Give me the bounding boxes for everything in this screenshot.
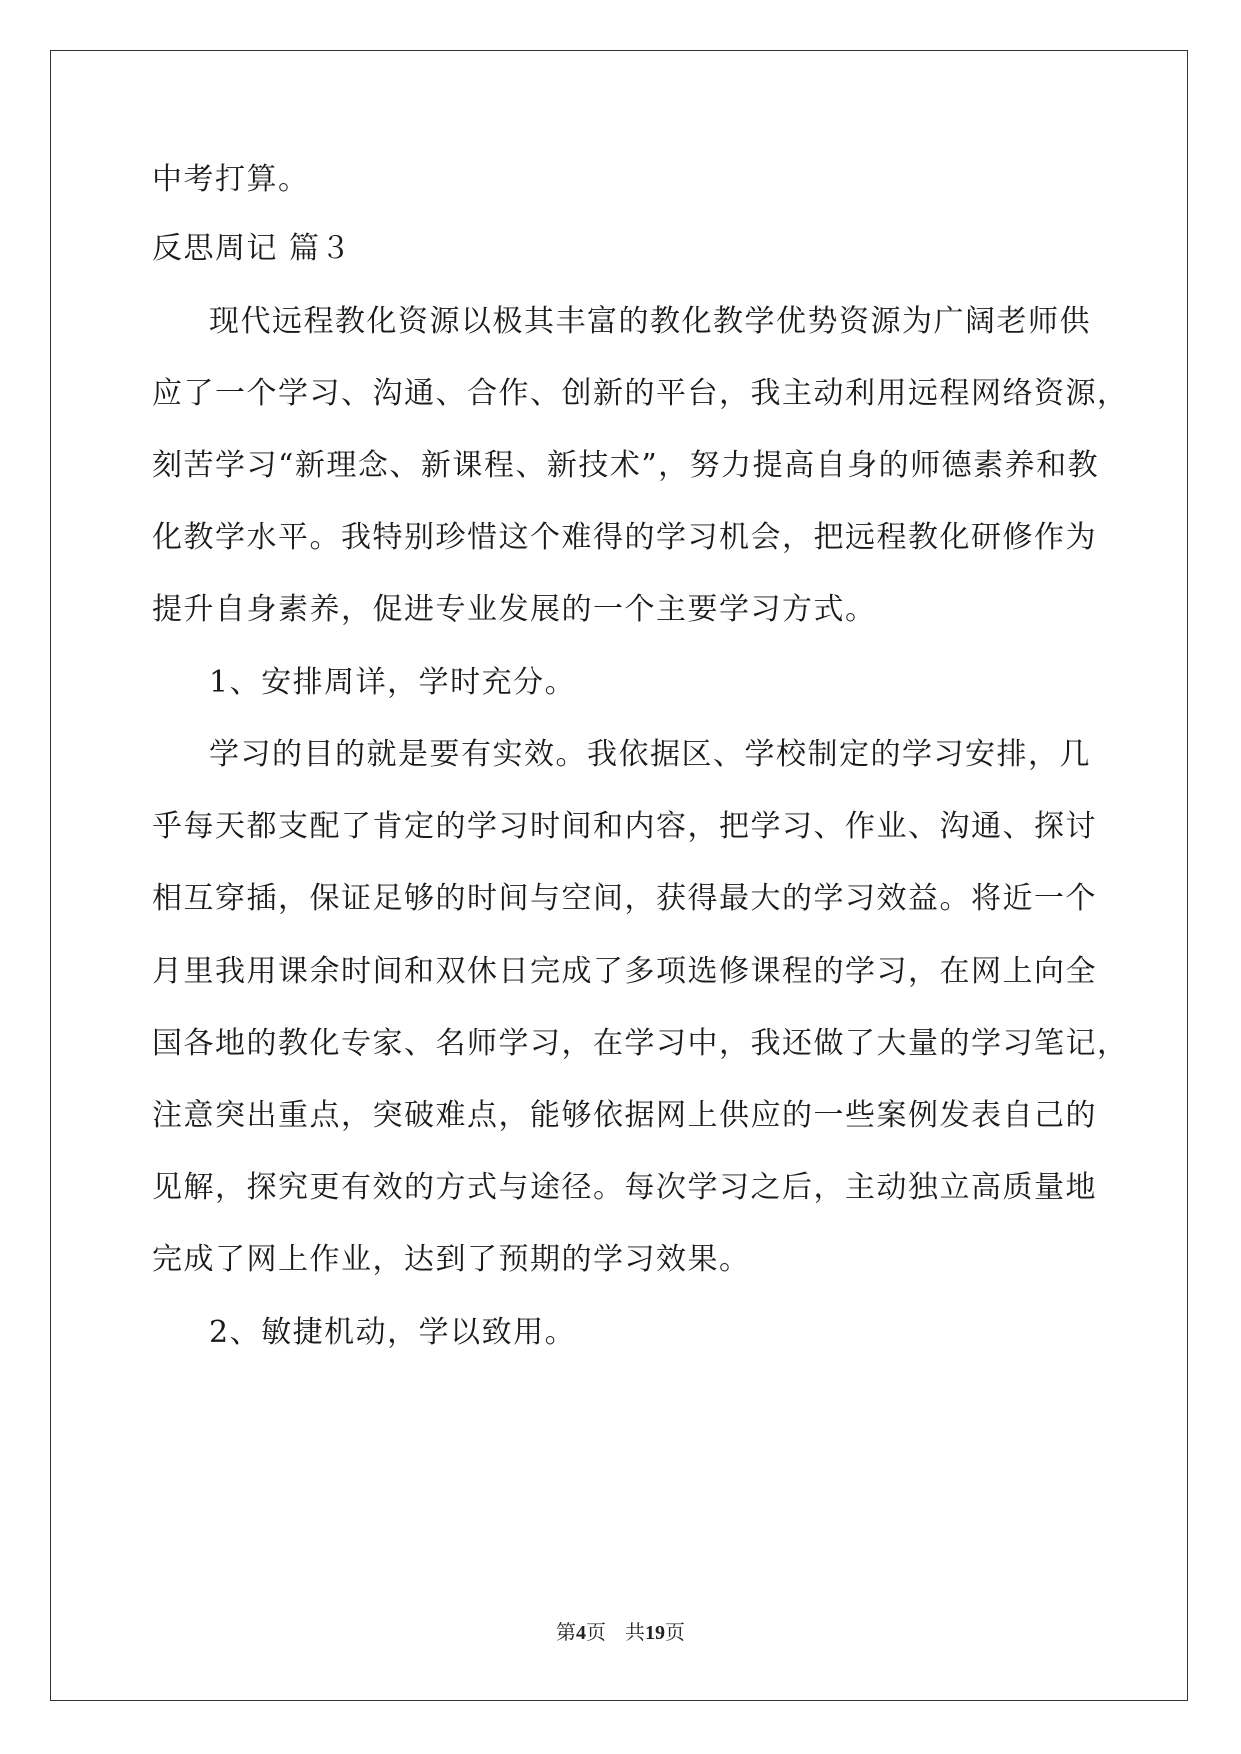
body-line: 相互穿插，保证足够的时间与空间，获得最大的学习效益。将近一个 <box>152 881 1097 916</box>
body-line: 提升自身素养，促进专业发展的一个主要学习方式。 <box>152 592 877 627</box>
body-line: 现代远程教化资源以极其丰富的教化教学优势资源为广阔老师供 <box>209 304 1091 339</box>
body-line: 化教学水平。我特别珍惜这个难得的学习机会，把远程教化研修作为 <box>152 520 1097 555</box>
body-line: 完成了网上作业，达到了预期的学习效果。 <box>152 1242 751 1277</box>
body-line: 注意突出重点，突破难点，能够依据网上供应的一些案例发表自己的 <box>152 1098 1097 1133</box>
body-line: 乎每天都支配了肯定的学习时间和内容，把学习、作业、沟通、探讨 <box>152 809 1097 844</box>
body-line: 月里我用课余时间和双休日完成了多项选修课程的学习，在网上向全 <box>152 954 1097 989</box>
body-line: 见解，探究更有效的方式与途径。每次学习之后，主动独立高质量地 <box>152 1170 1097 1205</box>
body-line: 应了一个学习、沟通、合作、创新的平台，我主动利用远程网络资源， <box>152 376 1129 411</box>
total-prefix: 共 <box>625 1620 646 1644</box>
page-number: 4 <box>575 1622 586 1644</box>
total-suffix: 页 <box>665 1620 686 1644</box>
page-border <box>50 50 1188 1701</box>
page-prefix: 第 <box>555 1620 576 1644</box>
total-pages: 19 <box>645 1622 666 1644</box>
body-line: 国各地的教化专家、名师学习，在学习中，我还做了大量的学习笔记， <box>152 1026 1129 1061</box>
list-item-heading: 1、安排周详，学时充分。 <box>209 665 577 700</box>
body-line: 学习的目的就是要有实效。我依据区、学校制定的学习安排，几 <box>209 737 1091 772</box>
body-line: 刻苦学习“新理念、新课程、新技术”，努力提高自身的师德素养和教 <box>152 448 1100 483</box>
page-suffix: 页 <box>585 1620 606 1644</box>
page-footer <box>0 1620 1241 1645</box>
list-item-heading: 2、敏捷机动，学以致用。 <box>209 1315 577 1350</box>
section-heading: 反思周记 篇３ <box>152 231 353 266</box>
body-line: 中考打算。 <box>152 162 310 197</box>
